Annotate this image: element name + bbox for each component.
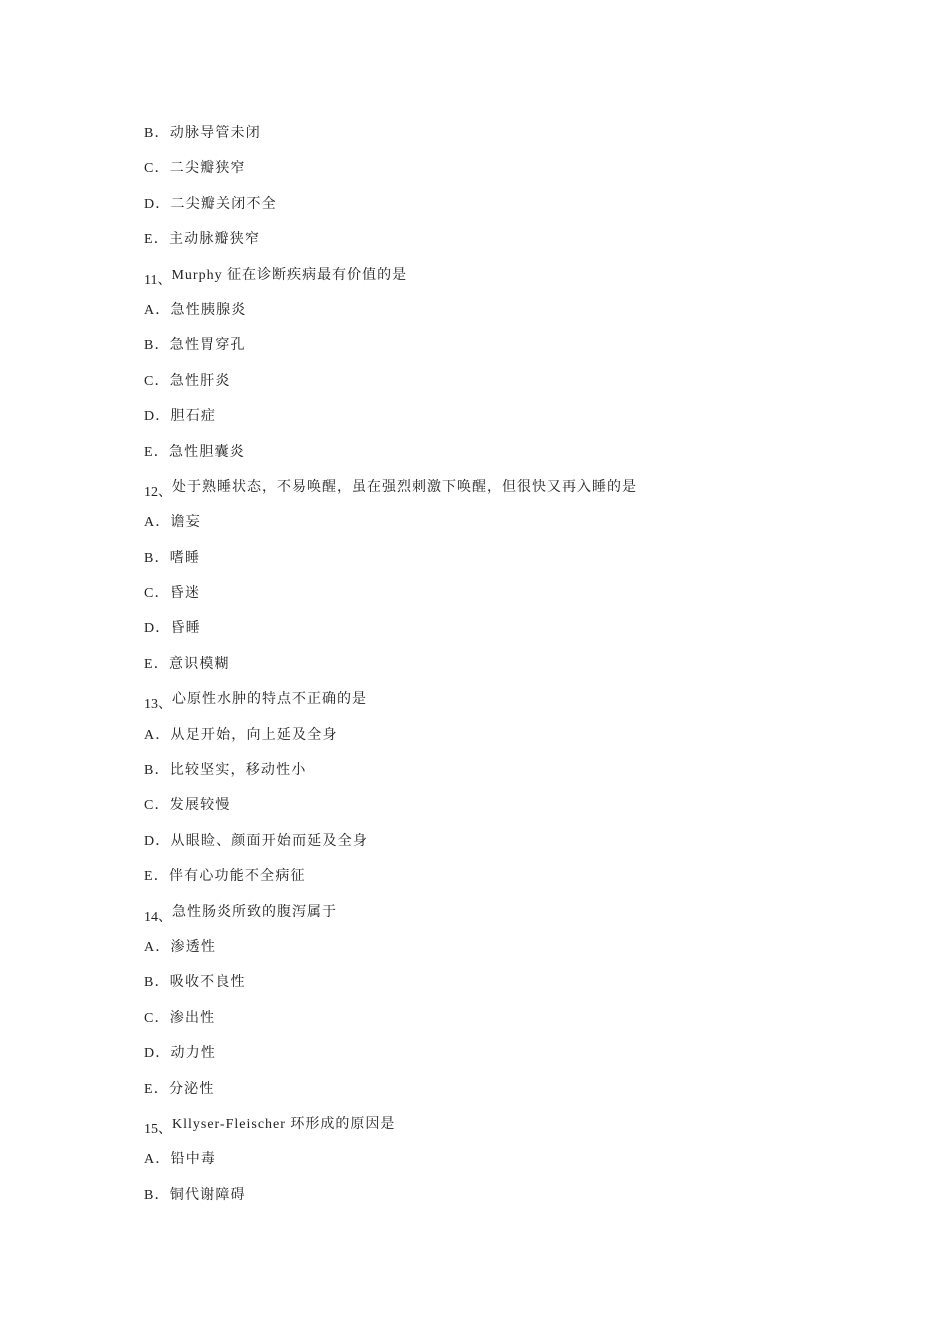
option-line: E．伴有心功能不全病征 xyxy=(144,869,306,885)
question-line xyxy=(144,266,864,301)
option-line: B．动脉导管未闭 xyxy=(144,126,261,141)
question-line xyxy=(144,478,864,513)
question-text: 急性肠炎所致的腹泻属于 xyxy=(172,904,337,920)
option-line: A．渗透性 xyxy=(144,939,217,955)
question-line xyxy=(144,903,864,938)
question-number: 15、 xyxy=(144,1121,172,1137)
option-line: B．吸收不良性 xyxy=(144,975,246,991)
question-number: 13、 xyxy=(144,697,172,713)
question-line xyxy=(144,1115,864,1150)
option-line: D．昏睡 xyxy=(144,621,201,637)
option-line: E．主动脉瓣狭窄 xyxy=(144,232,261,248)
option-line: C．昏迷 xyxy=(144,586,201,602)
option-line: C．发展较慢 xyxy=(144,798,231,814)
question-text: 心原性水肿的特点不正确的是 xyxy=(172,692,367,708)
question-number: 14、 xyxy=(144,909,172,925)
question-number: 12、 xyxy=(144,484,172,500)
option-line: E．分泌性 xyxy=(144,1081,215,1097)
option-line: B．急性胃穿孔 xyxy=(144,338,246,354)
option-line: B．比较坚实，移动性小 xyxy=(144,763,307,779)
option-line: A．从足开始，向上延及全身 xyxy=(144,727,338,743)
option-line: D．胆石症 xyxy=(144,409,217,425)
question-text: 处于熟睡状态，不易唤醒，虽在强烈刺激下唤醒，但很快又再入睡的是 xyxy=(172,479,637,495)
question-number: 11、 xyxy=(144,272,172,288)
option-line: A．铅中毒 xyxy=(144,1152,217,1168)
option-line: C．二尖瓣狭窄 xyxy=(144,161,246,177)
option-line: A．谵妄 xyxy=(144,515,201,531)
option-line: E．意识模糊 xyxy=(144,656,230,672)
option-line: D．从眼睑、颜面开始而延及全身 xyxy=(144,833,369,849)
option-line: C．急性肝炎 xyxy=(144,373,231,389)
question-list xyxy=(144,124,864,1221)
option-line: A．急性胰腺炎 xyxy=(144,302,247,318)
option-line: D．动力性 xyxy=(144,1046,217,1062)
option-line: B．铜代谢障碍 xyxy=(144,1187,246,1203)
option-line: E．急性胆囊炎 xyxy=(144,444,245,460)
option-line: C．渗出性 xyxy=(144,1010,216,1026)
question-text: Murphy 征在诊断疾病最有价值的是 xyxy=(171,267,408,283)
question-line xyxy=(144,690,864,725)
option-line: D．二尖瓣关闭不全 xyxy=(144,196,277,212)
option-line: B．嗜睡 xyxy=(144,550,201,566)
question-text: Kllyser-Fleischer 环形成的原因是 xyxy=(172,1116,396,1132)
